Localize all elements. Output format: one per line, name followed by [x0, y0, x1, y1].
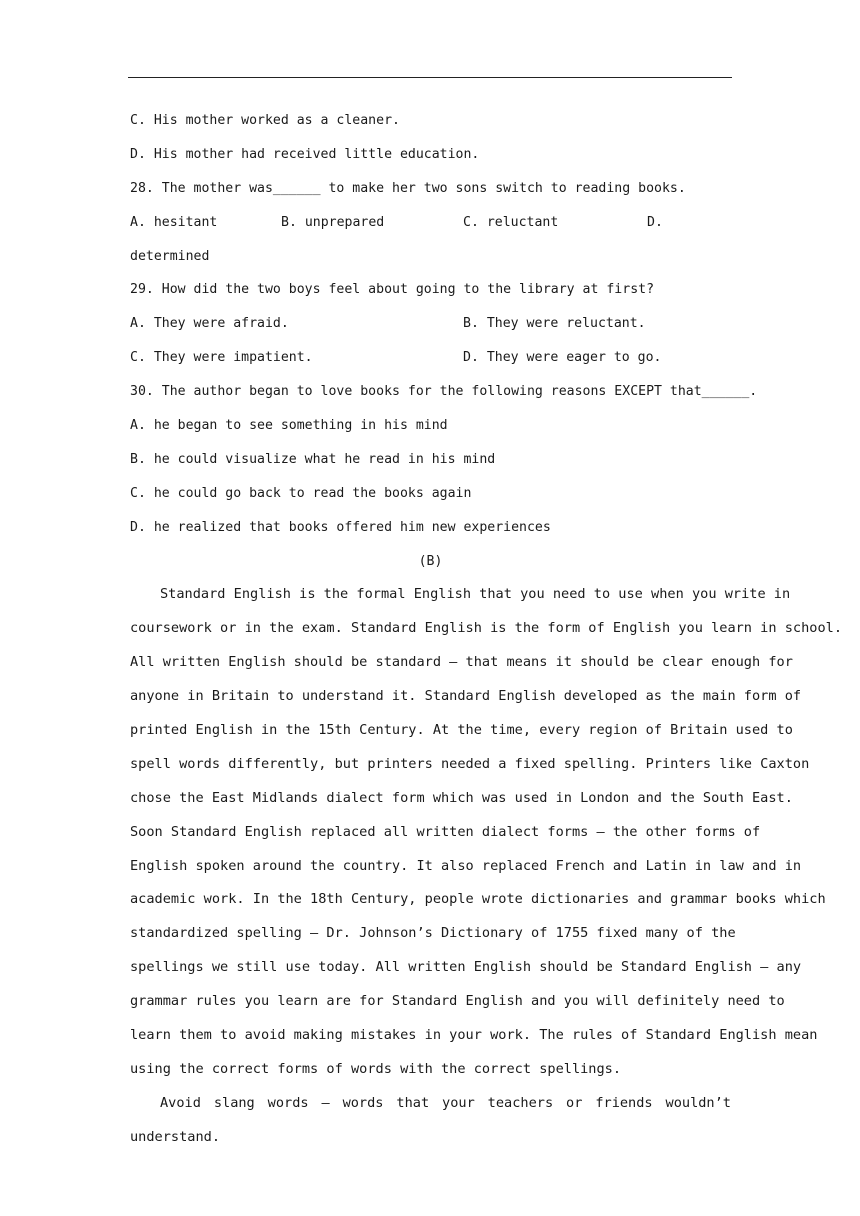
- passage-line: coursework or in the exam. Standard English is the form of English you learn in school.: [130, 620, 843, 637]
- header-rule: [128, 77, 732, 78]
- q29-option-d: D. They were eager to go.: [463, 350, 662, 366]
- passage-b-paragraph-1: [130, 578, 843, 1086]
- passage-line: anyone in Britain to understand it. Standard English developed as the main form of: [130, 688, 802, 705]
- passage-line: academic work. In the 18th Century, people wrote dictionaries and grammar books which: [130, 891, 826, 908]
- q30-option-a: A. he began to see something in his mind: [130, 418, 448, 434]
- q29-options-row-1: [130, 307, 731, 341]
- q30-option-c: C. he could go back to read the books again: [130, 485, 472, 501]
- q27-option-d: D. His mother had received little education.: [130, 146, 480, 162]
- q30-stem: 30. The author began to love books for the following reasons EXCEPT that______.: [130, 384, 758, 400]
- q27-option-c: C. His mother worked as a cleaner.: [130, 113, 400, 128]
- q29-option-a: A. They were afraid.: [130, 316, 289, 332]
- section-label-b: (B): [418, 553, 443, 569]
- q28-option-b: B. unprepared: [281, 214, 385, 230]
- q28-option-a: A. hesitant: [130, 214, 218, 230]
- passage-line: standardized spelling — Dr. Johnson’s Dictionary of 1755 fixed many of the: [130, 925, 736, 942]
- q29-options-row-2: [130, 341, 731, 375]
- passage-line: spell words differently, but printers needed a fixed spelling. Printers like Caxton: [130, 755, 810, 772]
- q29-option-c: C. They were impatient.: [130, 350, 313, 366]
- q29-option-b: B. They were reluctant.: [463, 316, 646, 332]
- passage-line: learn them to avoid making mistakes in your work. The rules of Standard English mean: [130, 1027, 818, 1044]
- passage-line: English spoken around the country. It also replaced French and Latin in law and in: [130, 857, 802, 874]
- q28-option-c: C. reluctant: [463, 214, 559, 230]
- passage-line: All written English should be standard — that means it should be clear enough for: [130, 654, 793, 671]
- passage-line: spellings we still use today. All written English should be Standard English — any: [130, 959, 802, 976]
- document-body: [130, 104, 843, 1155]
- q28-option-d-wrap: determined: [130, 248, 210, 264]
- q28-stem: 28. The mother was______ to make her two sons switch to reading books.: [130, 180, 686, 196]
- passage-line: printed English in the 15th Century. At the time, every region of Britain used to: [130, 722, 793, 739]
- q29-stem: 29. How did the two boys feel about going to the library at first?: [130, 282, 655, 298]
- passage-line: chose the East Midlands dialect form which was used in London and the South East.: [130, 789, 793, 806]
- passage-line: Soon Standard English replaced all written dialect forms — the other forms of: [130, 823, 761, 840]
- passage-b-paragraph-2: Avoid slang words — words that your teachers or friends wouldn’t understand.: [130, 1094, 731, 1145]
- q30-option-d: D. he realized that books offered him new experiences: [130, 519, 551, 535]
- q30-option-b: B. he could visualize what he read in his mind: [130, 451, 496, 467]
- q28-options: [130, 206, 731, 240]
- passage-line: Standard English is the formal English that you need to use when you write in: [160, 586, 791, 603]
- passage-line: using the correct forms of words with the correct spellings.: [130, 1060, 622, 1077]
- passage-line: grammar rules you learn are for Standard English and you will definitely need to: [130, 993, 785, 1010]
- q28-option-d: D.: [647, 214, 663, 230]
